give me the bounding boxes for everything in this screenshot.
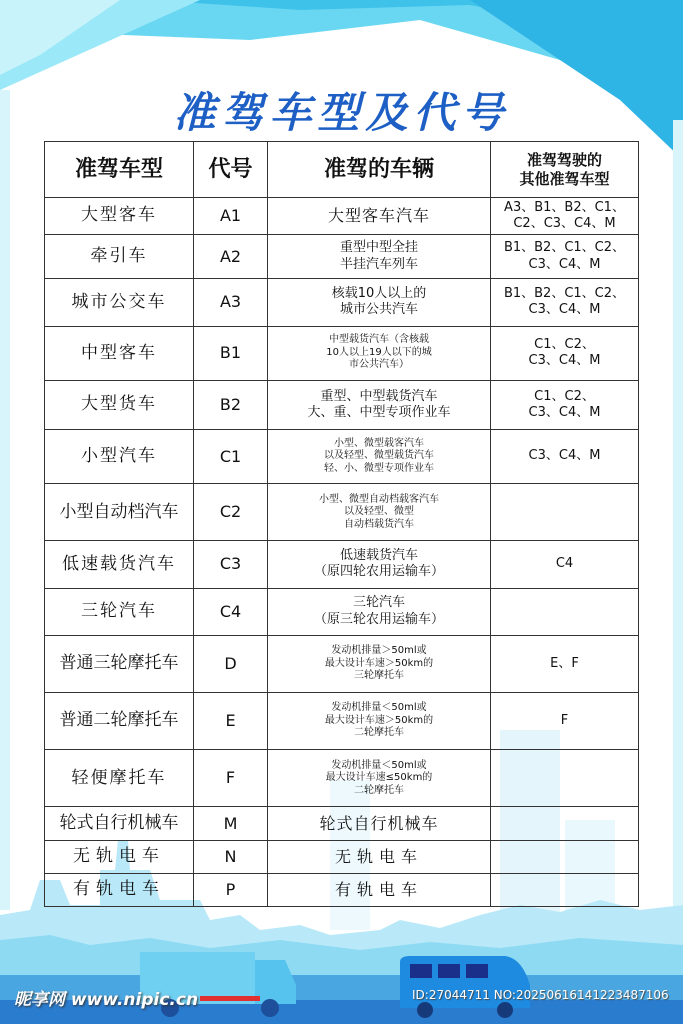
code-cell: D bbox=[194, 635, 268, 692]
other-line: C1、C2、 bbox=[534, 388, 595, 404]
vehicle-line: 发动机排量＜50ml或 bbox=[331, 759, 427, 771]
other-types-cell bbox=[491, 326, 639, 380]
license-type-cell: 大型客车 bbox=[45, 198, 194, 235]
vehicle-line: 二轮摩托车 bbox=[354, 727, 404, 739]
vehicle-cell bbox=[268, 635, 491, 692]
table-row bbox=[45, 807, 639, 840]
license-type-cell: 轻便摩托车 bbox=[45, 750, 194, 807]
other-types-cell bbox=[491, 750, 639, 807]
license-type-cell: 大型货车 bbox=[45, 380, 194, 429]
vehicle-line: 最大设计车速≤50km的 bbox=[325, 772, 433, 784]
license-type-cell: 中型客车 bbox=[45, 326, 194, 380]
table-row bbox=[45, 693, 639, 750]
code-cell: C4 bbox=[194, 588, 268, 635]
table-row bbox=[45, 235, 639, 279]
license-type-cell: 无轨电车 bbox=[45, 840, 194, 873]
license-type-cell: 牵引车 bbox=[45, 235, 194, 279]
license-type-cell: 三轮汽车 bbox=[45, 588, 194, 635]
vehicle-cell bbox=[268, 326, 491, 380]
watermark-id: ID:27044711 NO:20250616141223487106 bbox=[412, 988, 669, 1002]
vehicle-cell: 轮式自行机械车 bbox=[268, 807, 491, 840]
other-types-cell bbox=[491, 840, 639, 873]
other-types-cell bbox=[491, 235, 639, 279]
header-code: 代号 bbox=[194, 142, 268, 198]
table-row bbox=[45, 635, 639, 692]
other-line: C2、C3、C4、M bbox=[513, 216, 616, 232]
table-row bbox=[45, 429, 639, 483]
header-vehicles: 准驾的车辆 bbox=[268, 142, 491, 198]
header-other-line1: 准驾驾驶的 bbox=[526, 150, 602, 169]
other-line: B1、B2、C1、C2、 bbox=[503, 286, 626, 302]
other-line: E、F bbox=[550, 655, 579, 671]
vehicle-cell bbox=[268, 588, 491, 635]
code-cell: E bbox=[194, 693, 268, 750]
code-cell: M bbox=[194, 807, 268, 840]
vehicle-line: 最大设计车速＞50km的 bbox=[324, 657, 434, 669]
header-license-type: 准驾车型 bbox=[45, 142, 194, 198]
table-row bbox=[45, 198, 639, 235]
vehicle-line: 以及轻型、微型 bbox=[344, 506, 414, 518]
vehicle-line: 三轮汽车 bbox=[352, 595, 405, 611]
code-cell: N bbox=[194, 840, 268, 873]
other-types-cell bbox=[491, 279, 639, 326]
watermark-site: 昵享网 www.nipic.cn bbox=[14, 990, 199, 1010]
vehicle-line: 半挂汽车列车 bbox=[339, 256, 418, 272]
other-types-cell bbox=[491, 541, 639, 588]
license-type-cell: 普通二轮摩托车 bbox=[45, 693, 194, 750]
table-row bbox=[45, 873, 639, 906]
vehicle-line: 重型中型全挂 bbox=[339, 240, 418, 256]
other-line: C3、C4、M bbox=[528, 448, 601, 464]
other-types-cell bbox=[491, 484, 639, 541]
vehicle-line: 最大设计车速＞50km的 bbox=[324, 714, 434, 726]
code-cell: P bbox=[194, 873, 268, 906]
table-row bbox=[45, 279, 639, 326]
vehicle-line: （原三轮农用运输车） bbox=[313, 611, 444, 627]
vehicle-line: 轻、小、微型专项作业车 bbox=[324, 462, 434, 474]
table-row bbox=[45, 541, 639, 588]
other-line: C3、C4、M bbox=[528, 302, 601, 318]
header-row bbox=[45, 142, 639, 198]
code-cell: A2 bbox=[194, 235, 268, 279]
code-cell: A3 bbox=[194, 279, 268, 326]
other-types-cell bbox=[491, 635, 639, 692]
vehicle-cell bbox=[268, 279, 491, 326]
license-type-cell: 小型汽车 bbox=[45, 429, 194, 483]
vehicle-cell: 大型客车汽车 bbox=[268, 198, 491, 235]
license-table bbox=[44, 141, 639, 907]
other-line: C3、C4、M bbox=[528, 353, 601, 369]
other-types-cell bbox=[491, 380, 639, 429]
license-type-cell: 有轨电车 bbox=[45, 873, 194, 906]
vehicle-line: 二轮摩托车 bbox=[354, 784, 404, 796]
other-line: F bbox=[560, 712, 569, 728]
other-types-cell bbox=[491, 429, 639, 483]
license-type-cell: 城市公交车 bbox=[45, 279, 194, 326]
other-line: C1、C2、 bbox=[534, 336, 595, 352]
other-line: B1、B2、C1、C2、 bbox=[503, 240, 626, 256]
code-cell: C2 bbox=[194, 484, 268, 541]
other-types-cell bbox=[491, 198, 639, 235]
vehicle-line: 大、重、中型专项作业车 bbox=[307, 404, 451, 420]
header-other-types bbox=[491, 142, 639, 198]
vehicle-line: 小型、微型载客汽车 bbox=[334, 437, 424, 449]
vehicle-line: 以及轻型、微型载货汽车 bbox=[324, 450, 434, 462]
vehicle-line: 市公共汽车） bbox=[349, 359, 409, 371]
other-types-cell bbox=[491, 807, 639, 840]
vehicle-cell bbox=[268, 541, 491, 588]
vehicle-line: 核载10人以上的 bbox=[331, 286, 427, 302]
vehicle-cell: 有轨电车 bbox=[268, 873, 491, 906]
table-row bbox=[45, 840, 639, 873]
license-type-cell: 普通三轮摩托车 bbox=[45, 635, 194, 692]
table-row bbox=[45, 380, 639, 429]
code-cell: C1 bbox=[194, 429, 268, 483]
header-other-line2: 其他准驾车型 bbox=[519, 169, 610, 188]
vehicle-cell bbox=[268, 484, 491, 541]
vehicle-line: 发动机排量＜50ml或 bbox=[331, 702, 427, 714]
code-cell: B2 bbox=[194, 380, 268, 429]
vehicle-line: 10人以上19人以下的城 bbox=[326, 346, 432, 358]
vehicle-cell bbox=[268, 750, 491, 807]
vehicle-cell: 无轨电车 bbox=[268, 840, 491, 873]
vehicle-line: 低速载货汽车 bbox=[339, 548, 418, 564]
vehicle-cell bbox=[268, 235, 491, 279]
license-type-cell: 小型自动档汽车 bbox=[45, 484, 194, 541]
vehicle-line: 三轮摩托车 bbox=[354, 670, 404, 682]
vehicle-line: 城市公共汽车 bbox=[339, 302, 418, 318]
vehicle-line: 中型载货汽车（含核载 bbox=[329, 334, 429, 346]
license-type-cell: 低速载货汽车 bbox=[45, 541, 194, 588]
vehicle-cell bbox=[268, 693, 491, 750]
license-type-cell: 轮式自行机械车 bbox=[45, 807, 194, 840]
code-cell: A1 bbox=[194, 198, 268, 235]
table-row bbox=[45, 326, 639, 380]
vehicle-line: 重型、中型载货汽车 bbox=[320, 388, 438, 404]
vehicle-line: （原四轮农用运输车） bbox=[313, 564, 444, 580]
other-types-cell bbox=[491, 588, 639, 635]
other-line: C3、C4、M bbox=[528, 404, 601, 420]
other-types-cell bbox=[491, 873, 639, 906]
table-row bbox=[45, 588, 639, 635]
vehicle-cell bbox=[268, 380, 491, 429]
code-cell: F bbox=[194, 750, 268, 807]
other-line: C3、C4、M bbox=[528, 256, 601, 272]
other-line: A3、B1、B2、C1、 bbox=[504, 199, 625, 215]
table-row bbox=[45, 750, 639, 807]
vehicle-cell bbox=[268, 429, 491, 483]
other-line: C4 bbox=[555, 556, 574, 572]
page-title: 准驾车型及代号 bbox=[173, 88, 510, 137]
table-row bbox=[45, 484, 639, 541]
vehicle-line: 小型、微型自动档载客汽车 bbox=[319, 493, 439, 505]
vehicle-line: 发动机排量＞50ml或 bbox=[331, 645, 427, 657]
code-cell: C3 bbox=[194, 541, 268, 588]
code-cell: B1 bbox=[194, 326, 268, 380]
other-types-cell bbox=[491, 693, 639, 750]
vehicle-line: 自动档载货汽车 bbox=[344, 518, 414, 530]
